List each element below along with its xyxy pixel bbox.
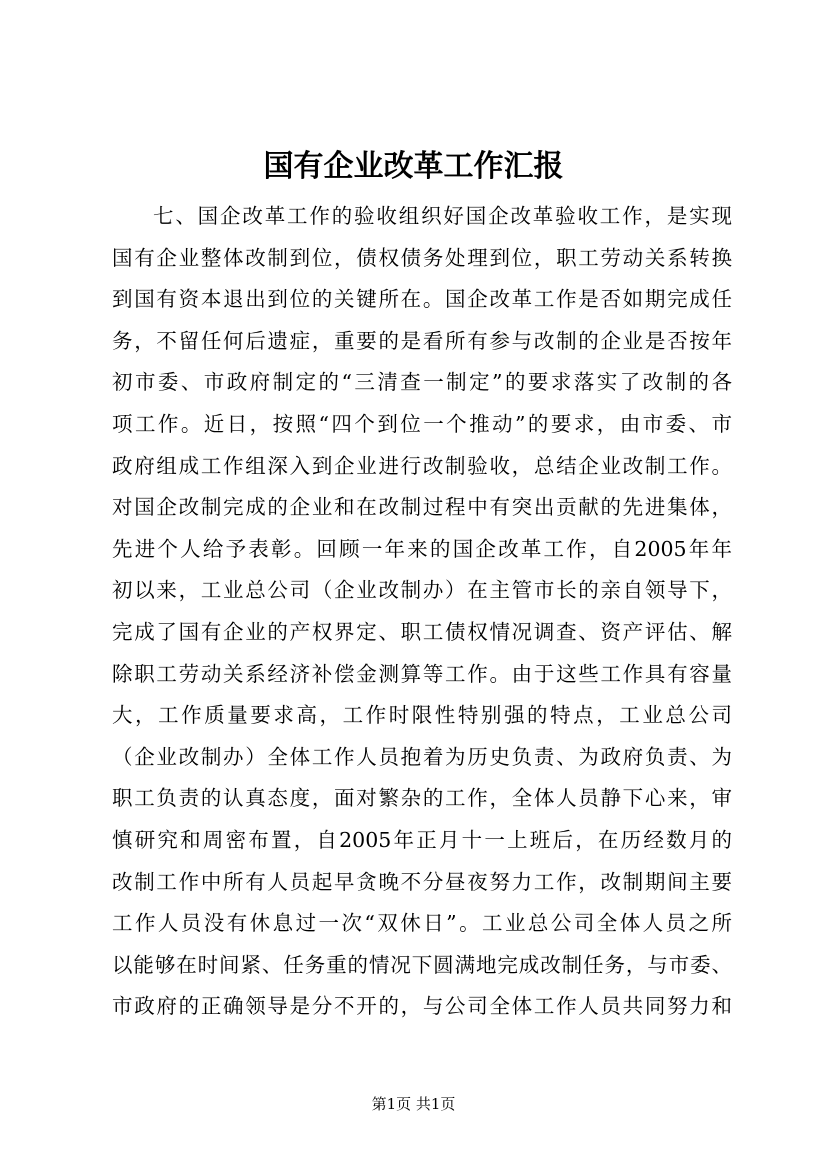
body-line: 国有企业整体改制到位，债权债务处理到位，职工劳动关系转换: [112, 245, 732, 270]
body-line: 到国有资本退出到位的关键所在。国企改革工作是否如期完成任: [112, 287, 732, 312]
page-number-footer: 第1页 共1页: [371, 1095, 456, 1113]
body-line: 初以来，工业总公司（企业改制办）在主管市长的亲自领导下，: [112, 578, 732, 603]
body-line: 以能够在时间紧、任务重的情况下圆满地完成改制任务，与市委、: [112, 952, 732, 977]
body-line: 慎研究和周密布置，自2005年正月十一上班后，在历经数月的: [112, 827, 732, 852]
body-line: 对国企改制完成的企业和在改制过程中有突出贡献的先进集体，: [112, 495, 732, 520]
document-body: [112, 196, 732, 1028]
body-line: 七、国企改革工作的验收组织好国企改革验收工作，是实现: [153, 204, 732, 228]
body-line: 除职工劳动关系经济补偿金测算等工作。由于这些工作具有容量: [112, 661, 732, 686]
body-line: 务，不留任何后遗症，重要的是看所有参与改制的企业是否按年: [112, 328, 732, 353]
body-line: 项工作。近日，按照“四个到位一个推动”的要求，由市委、市: [112, 411, 732, 436]
body-line: 初市委、市政府制定的“三清查一制定”的要求落实了改制的各: [112, 370, 732, 395]
body-line: 改制工作中所有人员起早贪晚不分昼夜努力工作，改制期间主要: [112, 869, 732, 894]
document-title: 国有企业改革工作汇报: [263, 149, 564, 184]
body-line: 职工负责的认真态度，面对繁杂的工作，全体人员静下心来，审: [112, 786, 732, 811]
body-line: 市政府的正确领导是分不开的，与公司全体工作人员共同努力和: [112, 994, 732, 1019]
body-line: 工作人员没有休息过一次“双休日”。工业总公司全体人员之所: [112, 911, 732, 936]
body-line: 大，工作质量要求高，工作时限性特别强的特点，工业总公司: [112, 703, 732, 728]
body-line: 政府组成工作组深入到企业进行改制验收，总结企业改制工作。: [112, 453, 732, 478]
body-line: 完成了国有企业的产权界定、职工债权情况调查、资产评估、解: [112, 619, 732, 644]
body-line: 先进个人给予表彰。回顾一年来的国企改革工作，自2005年年: [112, 536, 732, 561]
body-line: （企业改制办）全体工作人员抱着为历史负责、为政府负责、为: [112, 744, 732, 769]
